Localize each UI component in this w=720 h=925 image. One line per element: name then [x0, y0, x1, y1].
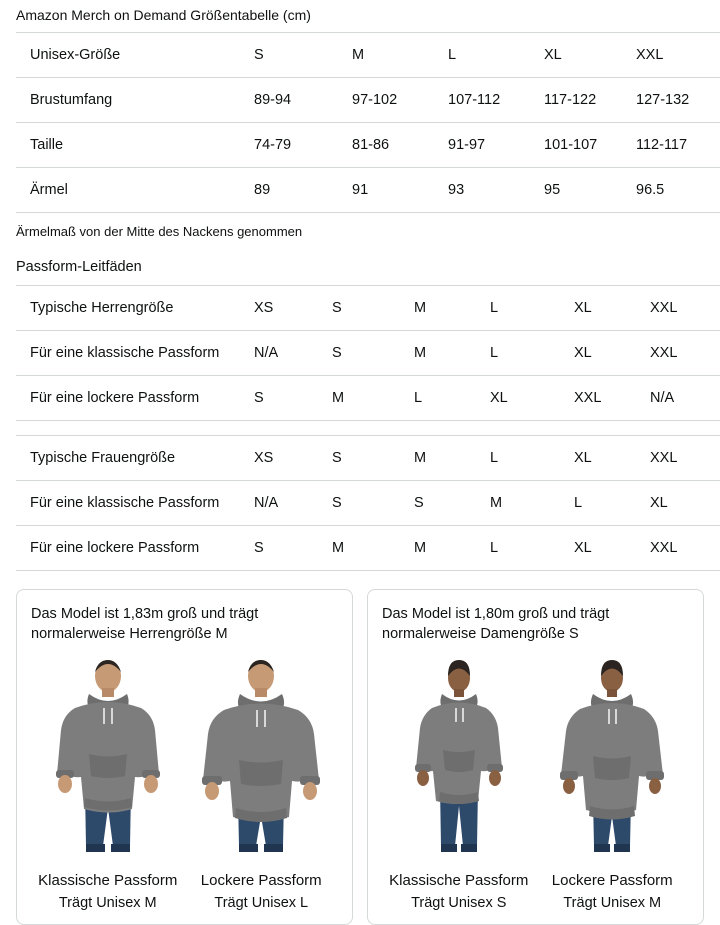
cell: XS: [254, 286, 332, 331]
fit-wears: Trägt Unisex S: [411, 895, 507, 911]
cell: S: [254, 526, 332, 571]
figure-label-relaxed: [536, 870, 690, 914]
fit-wears: Trägt Unisex L: [214, 895, 309, 911]
table-row: [16, 436, 720, 481]
cell: 81-86: [352, 123, 448, 168]
figure-group: [382, 650, 689, 862]
figure-male-relaxed: [185, 650, 339, 862]
row-label: Für eine klassische Passform: [16, 331, 254, 376]
row-label: Für eine klassische Passform: [16, 481, 254, 526]
table-row: [16, 33, 720, 78]
cell: L: [574, 481, 650, 526]
table-row: [16, 286, 720, 331]
cell: XL: [490, 376, 574, 421]
female-classic-fit-illustration: [384, 650, 534, 862]
cell: M: [332, 526, 414, 571]
figure-female-relaxed: [536, 650, 690, 862]
cell: L: [490, 526, 574, 571]
figure-group: [31, 650, 338, 862]
cell: M: [332, 376, 414, 421]
female-relaxed-fit-illustration: [537, 650, 687, 862]
cell: S: [332, 331, 414, 376]
figure-male-classic: [31, 650, 185, 862]
male-relaxed-fit-illustration: [186, 650, 336, 862]
cell: N/A: [650, 376, 720, 421]
cell: XXL: [574, 376, 650, 421]
fit-name: Lockere Passform: [551, 872, 673, 889]
fit-name: Klassische Passform: [38, 872, 178, 889]
model-card-caption: Das Model ist 1,83m groß und trägt normalerweise Herrengröße M: [31, 606, 259, 642]
fit-wears: Trägt Unisex M: [58, 895, 157, 911]
fit-wears: Trägt Unisex M: [563, 895, 662, 911]
sleeve-note: Ärmelmaß von der Mitte des Nackens genommen: [16, 224, 303, 239]
cell: XL: [574, 331, 650, 376]
cell: M: [414, 526, 490, 571]
cell: M: [414, 331, 490, 376]
cell: S: [414, 481, 490, 526]
cell: L: [490, 331, 574, 376]
row-label: Unisex-Größe: [16, 33, 254, 78]
model-card-female: [367, 589, 704, 925]
cell: XL: [574, 526, 650, 571]
row-label: Typische Frauengröße: [16, 436, 254, 481]
table-row: [16, 331, 720, 376]
cell: 127-132: [636, 78, 720, 123]
cell: 101-107: [544, 123, 636, 168]
model-card-caption: Das Model ist 1,80m groß und trägt normalerweise Damengröße S: [382, 606, 610, 642]
male-classic-fit-illustration: [33, 650, 183, 862]
fit-name: Klassische Passform: [389, 872, 529, 889]
measurements-table: [16, 32, 720, 213]
cell: M: [490, 481, 574, 526]
cell: XXL: [650, 436, 720, 481]
cell: XXL: [650, 286, 720, 331]
cell: S: [254, 376, 332, 421]
cell: XXL: [650, 526, 720, 571]
cell: XL: [574, 286, 650, 331]
cell: L: [490, 286, 574, 331]
cell: L: [414, 376, 490, 421]
cell: XL: [544, 33, 636, 78]
fit-guides-label: Passform-Leitfäden: [16, 259, 142, 275]
row-label: Ärmel: [16, 168, 254, 213]
cell: S: [332, 286, 414, 331]
cell: M: [414, 286, 490, 331]
cell: S: [332, 436, 414, 481]
womens-fit-table: [16, 435, 720, 571]
cell: M: [352, 33, 448, 78]
cell: 107-112: [448, 78, 544, 123]
cell: L: [490, 436, 574, 481]
model-cards-row: [16, 589, 704, 925]
figure-label-classic: [382, 870, 536, 914]
model-card-male: [16, 589, 353, 925]
page-title: Amazon Merch on Demand Größentabelle (cm): [16, 7, 311, 23]
cell: S: [254, 33, 352, 78]
cell: 117-122: [544, 78, 636, 123]
cell: 89: [254, 168, 352, 213]
mens-fit-table: [16, 285, 720, 421]
row-label: Für eine lockere Passform: [16, 526, 254, 571]
row-label: Typische Herrengröße: [16, 286, 254, 331]
row-label: Für eine lockere Passform: [16, 376, 254, 421]
cell: L: [448, 33, 544, 78]
row-label: Brustumfang: [16, 78, 254, 123]
cell: N/A: [254, 331, 332, 376]
cell: 112-117: [636, 123, 720, 168]
table-row: [16, 376, 720, 421]
cell: 96.5: [636, 168, 720, 213]
cell: XXL: [636, 33, 720, 78]
cell: N/A: [254, 481, 332, 526]
figure-labels: [31, 870, 338, 914]
cell: 97-102: [352, 78, 448, 123]
cell: 93: [448, 168, 544, 213]
table-row: [16, 526, 720, 571]
cell: S: [332, 481, 414, 526]
cell: XL: [650, 481, 720, 526]
figure-labels: [382, 870, 689, 914]
cell: 95: [544, 168, 636, 213]
table-row: [16, 123, 720, 168]
cell: M: [414, 436, 490, 481]
row-label: Taille: [16, 123, 254, 168]
cell: XS: [254, 436, 332, 481]
cell: 74-79: [254, 123, 352, 168]
figure-female-classic: [382, 650, 536, 862]
cell: XXL: [650, 331, 720, 376]
fit-name: Lockere Passform: [200, 872, 322, 889]
cell: 91: [352, 168, 448, 213]
table-row: [16, 481, 720, 526]
figure-label-relaxed: [185, 870, 339, 914]
table-row: [16, 168, 720, 213]
figure-label-classic: [31, 870, 185, 914]
table-row: [16, 78, 720, 123]
cell: 91-97: [448, 123, 544, 168]
cell: XL: [574, 436, 650, 481]
cell: 89-94: [254, 78, 352, 123]
